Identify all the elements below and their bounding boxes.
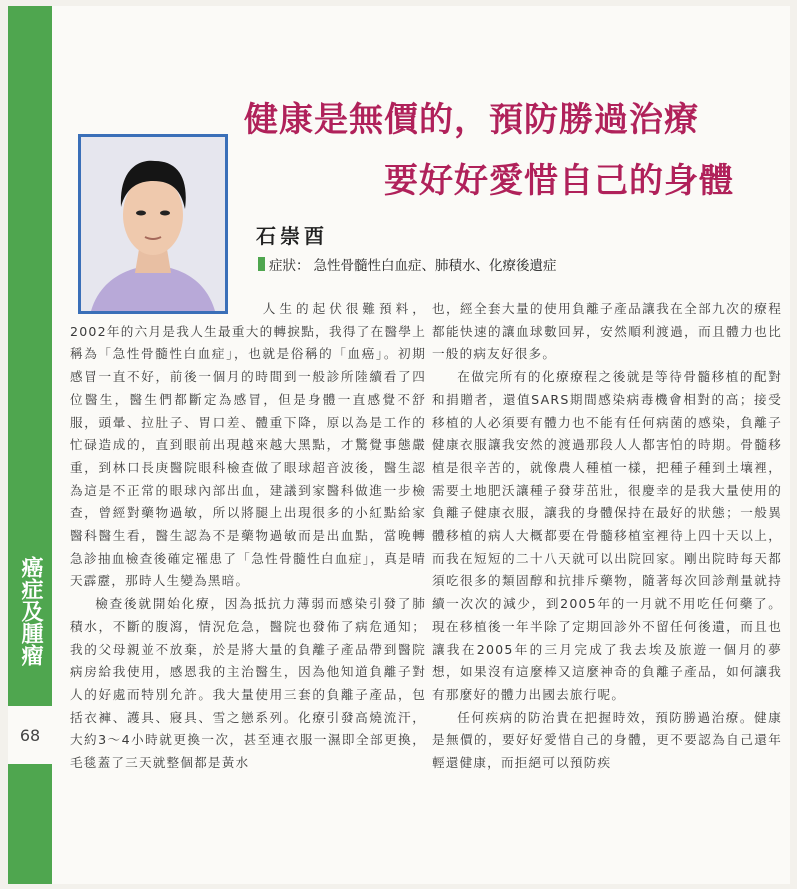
paragraph: 在做完所有的化療療程之後就是等待骨髓移植的配對和捐贈者，還值SARS期間感染病毒機會相對的高；接受移植的人必須要有體力也不能有任何病菌的感染，負離子健康衣服讓我安然的渡過那段人人都害怕的時期。骨髓移植是很辛苦的，就像農人種植一樣，把種子種到土壤裡，需要土地肥沃讓種子發芽茁壯，很慶幸的是我大量使用的負離子健康衣服，讓我的身體保持在最好的狀態；一般異體移植的病人大概都要在骨髓移植室裡待上四十天以上，而我在短短的二十八天就可以出院回家。剛出院時每天都須吃很多的類固醇和抗排斥藥物，隨著每次回診劑量就持續一次次的減少，到2005年的一月就不用吃任何藥了。現在移植後一年半除了定期回診外不留任何後遺，而且也讓我在2005年的三月完成了我去埃及旅遊一個月的夢想，如果沒有這麼棒又這麼神奇的負離子產品，如何讓我有那麼好的體力出國去旅行呢。 (432, 369, 782, 702)
title-line-1: 健康是無價的，預防勝過治療 (244, 100, 699, 140)
paragraph: 也，經全套大量的使用負離子產品讓我在全部九次的療程都能快速的讓血球數回昇，安然順利渡過，而且體力也比一般的病友好很多。 (432, 301, 782, 362)
author-photo (78, 134, 228, 314)
article-column-right (432, 298, 782, 775)
magazine-page (8, 6, 790, 884)
paragraph: 人生的起伏很難預料，2002年的六月是我人生最重大的轉捩點，我得了在醫學上稱為「急性骨髓性白血症」，也就是俗稱的「血癌」。初期感冒一直不好，前後一個月的時間到一般診所陸續看了四位醫生，醫生們都斷定為感冒，但是身體一直感覺不舒服，頭暈、拉肚子、胃口差、體重下降，原以為是工作的忙碌造成的，直到眼前出現越來越大黑點，才驚覺事態嚴重，到林口長庚醫院眼科檢查做了眼球超音波後，醫生認為這是不正常的眼球內部出血，建議到家醫科做進一步檢查，曾經對藥物過敏，所以將腿上出現很多的小紅點給家醫科醫生看，醫生認為不是藥物過敏而是出血點，當晚轉急診抽血檢查後確定罹患了「急性骨髓性白血症」，真是晴天霹靂，那時人生變為黑暗。 (70, 301, 426, 589)
page-number: 68 (8, 706, 52, 764)
paragraph: 任何疾病的防治貴在把握時效，預防勝過治療。健康是無價的，要好好愛惜自己的身體，更不要認為自己還年輕還健康，而拒絕可以預防疾 (432, 709, 782, 771)
category-label: 癌症及腫瘤 (18, 556, 43, 666)
author-name: 石崇酉 (256, 224, 328, 248)
portrait-image (81, 137, 225, 311)
symptom-label: 症狀： (269, 258, 310, 274)
paragraph: 檢查後就開始化療，因為抵抗力薄弱而感染引發了肺積水，不斷的腹瀉，情況危急，醫院也發佈了病危通知；我的父母親並不放棄，於是將大量的負離子產品帶到醫院病房給我使用，感恩我的主治醫生，因為他知道負離子對人的好處而特別允許。我大量使用三套的負離子產品，包括衣褲、護具、寢具、雪之戀系列。化療引發高燒流汗，大約3～4小時就更換一次，甚至連衣服一濕即全部更換，毛毯蓋了三天就整個都是黃水 (70, 596, 426, 771)
symptom-line (258, 254, 557, 274)
article-title (244, 92, 764, 202)
title-line-2: 要好好愛惜自己的身體 (384, 161, 734, 201)
symptom-list: 急性骨髓性白血症、肺積水、化療後遺症 (313, 258, 557, 274)
article-column-left (70, 298, 426, 775)
symptom-marker-icon (258, 257, 265, 271)
